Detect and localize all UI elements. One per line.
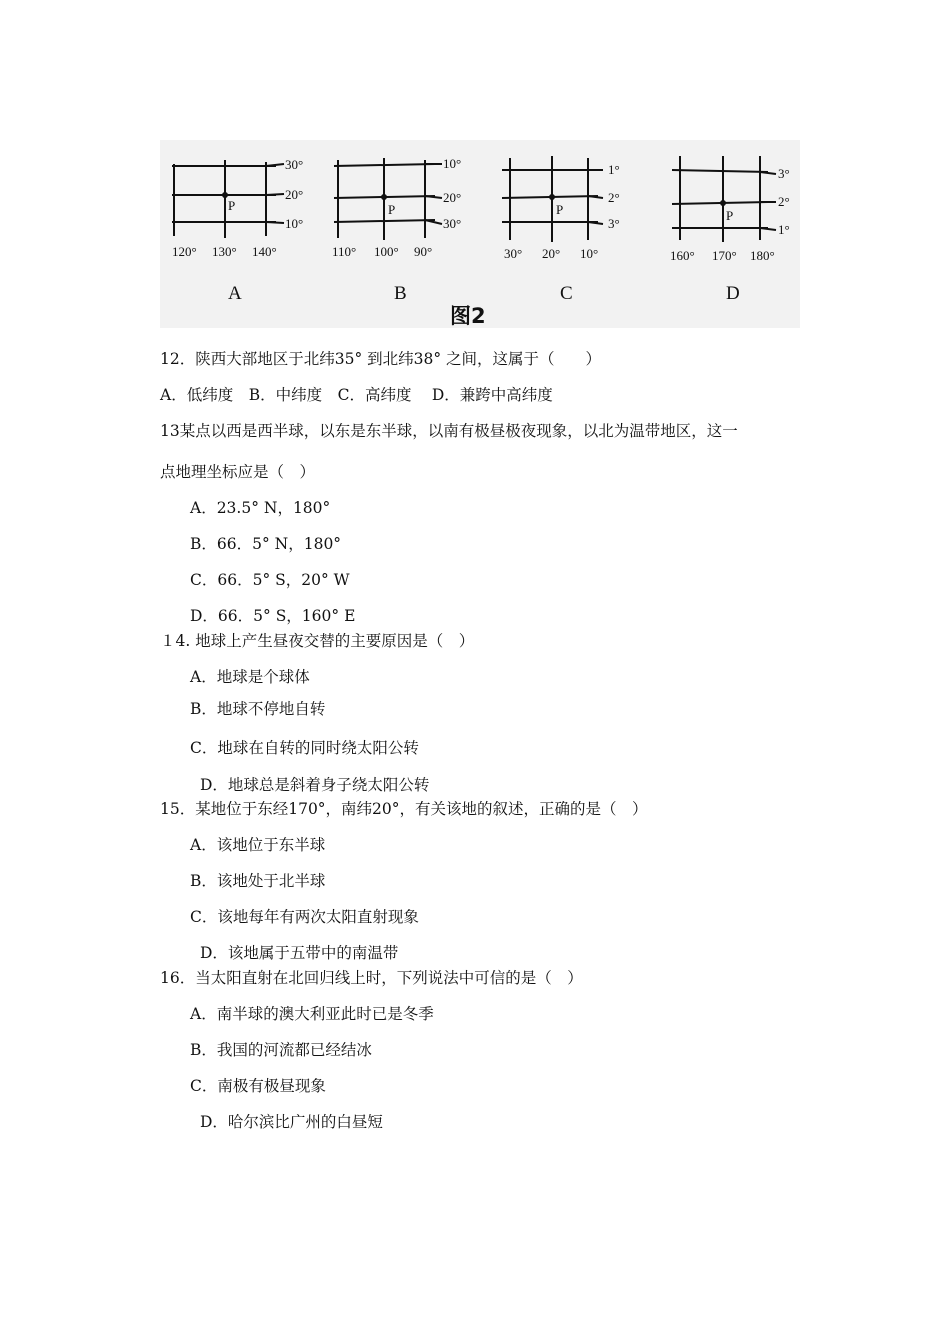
option: B．66．5° N，180° bbox=[190, 535, 342, 553]
svg-text:10°: 10° bbox=[285, 216, 304, 231]
option: D．哈尔滨比广州的白昼短 bbox=[200, 1113, 383, 1131]
option: C．地球在自转的同时绕太阳公转 bbox=[190, 739, 419, 757]
svg-text:130°: 130° bbox=[212, 244, 237, 259]
svg-text:3°: 3° bbox=[608, 216, 620, 231]
question-14-stem: １4. 地球上产生昼夜交替的主要原因是（ ） bbox=[160, 632, 475, 650]
svg-text:110°: 110° bbox=[332, 244, 357, 259]
question-12-stem: 12．陕西大部地区于北纬35° 到北纬38° 之间，这属于（ ） bbox=[160, 350, 602, 368]
figure-title: 图2 bbox=[450, 304, 486, 328]
option: B．我国的河流都已经结冰 bbox=[190, 1041, 372, 1059]
svg-text:2°: 2° bbox=[608, 190, 620, 205]
svg-text:160°: 160° bbox=[670, 248, 695, 263]
figure-label-d: D bbox=[726, 283, 740, 304]
svg-text:1°: 1° bbox=[608, 162, 620, 177]
question-13-stem: 13某点以西是西半球，以东是东半球，以南有极昼极夜现象，以北为温带地区，这一 bbox=[160, 422, 738, 440]
grid-diagram-a bbox=[168, 148, 318, 263]
figure-label-b: B bbox=[394, 283, 407, 304]
svg-text:180°: 180° bbox=[750, 248, 775, 263]
question-13-stem-cont: 点地理坐标应是（ ） bbox=[160, 463, 316, 481]
svg-text:30°: 30° bbox=[504, 246, 523, 261]
question-15-stem: 15．某地位于东经170°，南纬20°，有关该地的叙述，正确的是（ ） bbox=[160, 800, 648, 818]
svg-text:2°: 2° bbox=[778, 194, 790, 209]
point-label: P bbox=[556, 202, 564, 217]
svg-text:20°: 20° bbox=[285, 187, 304, 202]
option: B．该地处于北半球 bbox=[190, 872, 326, 890]
svg-text:1°: 1° bbox=[778, 222, 790, 237]
svg-text:90°: 90° bbox=[414, 244, 433, 259]
point-label: P bbox=[726, 208, 734, 223]
point-label: P bbox=[388, 202, 396, 217]
svg-text:140°: 140° bbox=[252, 244, 277, 259]
grid-diagram-b bbox=[330, 148, 480, 263]
svg-text:3°: 3° bbox=[778, 166, 790, 181]
svg-text:20°: 20° bbox=[542, 246, 561, 261]
option: D．该地属于五带中的南温带 bbox=[200, 944, 399, 962]
svg-text:100°: 100° bbox=[374, 244, 399, 259]
svg-text:10°: 10° bbox=[580, 246, 599, 261]
svg-text:30°: 30° bbox=[285, 157, 304, 172]
svg-text:170°: 170° bbox=[712, 248, 737, 263]
option: A．该地位于东半球 bbox=[190, 836, 326, 854]
option: C．南极有极昼现象 bbox=[190, 1077, 326, 1095]
option: B．地球不停地自转 bbox=[190, 700, 326, 718]
svg-text:30°: 30° bbox=[443, 216, 462, 231]
question-12-options: A．低纬度 B．中纬度 C．高纬度 D．兼跨中高纬度 bbox=[160, 386, 553, 404]
option: A．南半球的澳大利亚此时已是冬季 bbox=[190, 1005, 434, 1023]
svg-text:20°: 20° bbox=[443, 190, 462, 205]
grid-diagram-d bbox=[668, 148, 808, 263]
svg-text:10°: 10° bbox=[443, 156, 462, 171]
grid-diagram-c bbox=[498, 148, 638, 263]
option: D．66．5° S，160° E bbox=[190, 607, 356, 625]
point-label: P bbox=[228, 198, 236, 213]
option: A．地球是个球体 bbox=[190, 668, 310, 686]
option: D．地球总是斜着身子绕太阳公转 bbox=[200, 776, 430, 794]
figure-label-c: C bbox=[560, 283, 573, 304]
svg-text:120°: 120° bbox=[172, 244, 197, 259]
figure-label-a: A bbox=[228, 283, 242, 304]
option: A．23.5° N，180° bbox=[190, 499, 331, 517]
option: C．该地每年有两次太阳直射现象 bbox=[190, 908, 419, 926]
option: C．66．5° S，20° W bbox=[190, 571, 350, 589]
question-16-stem: 16．当太阳直射在北回归线上时，下列说法中可信的是（ ） bbox=[160, 969, 583, 987]
